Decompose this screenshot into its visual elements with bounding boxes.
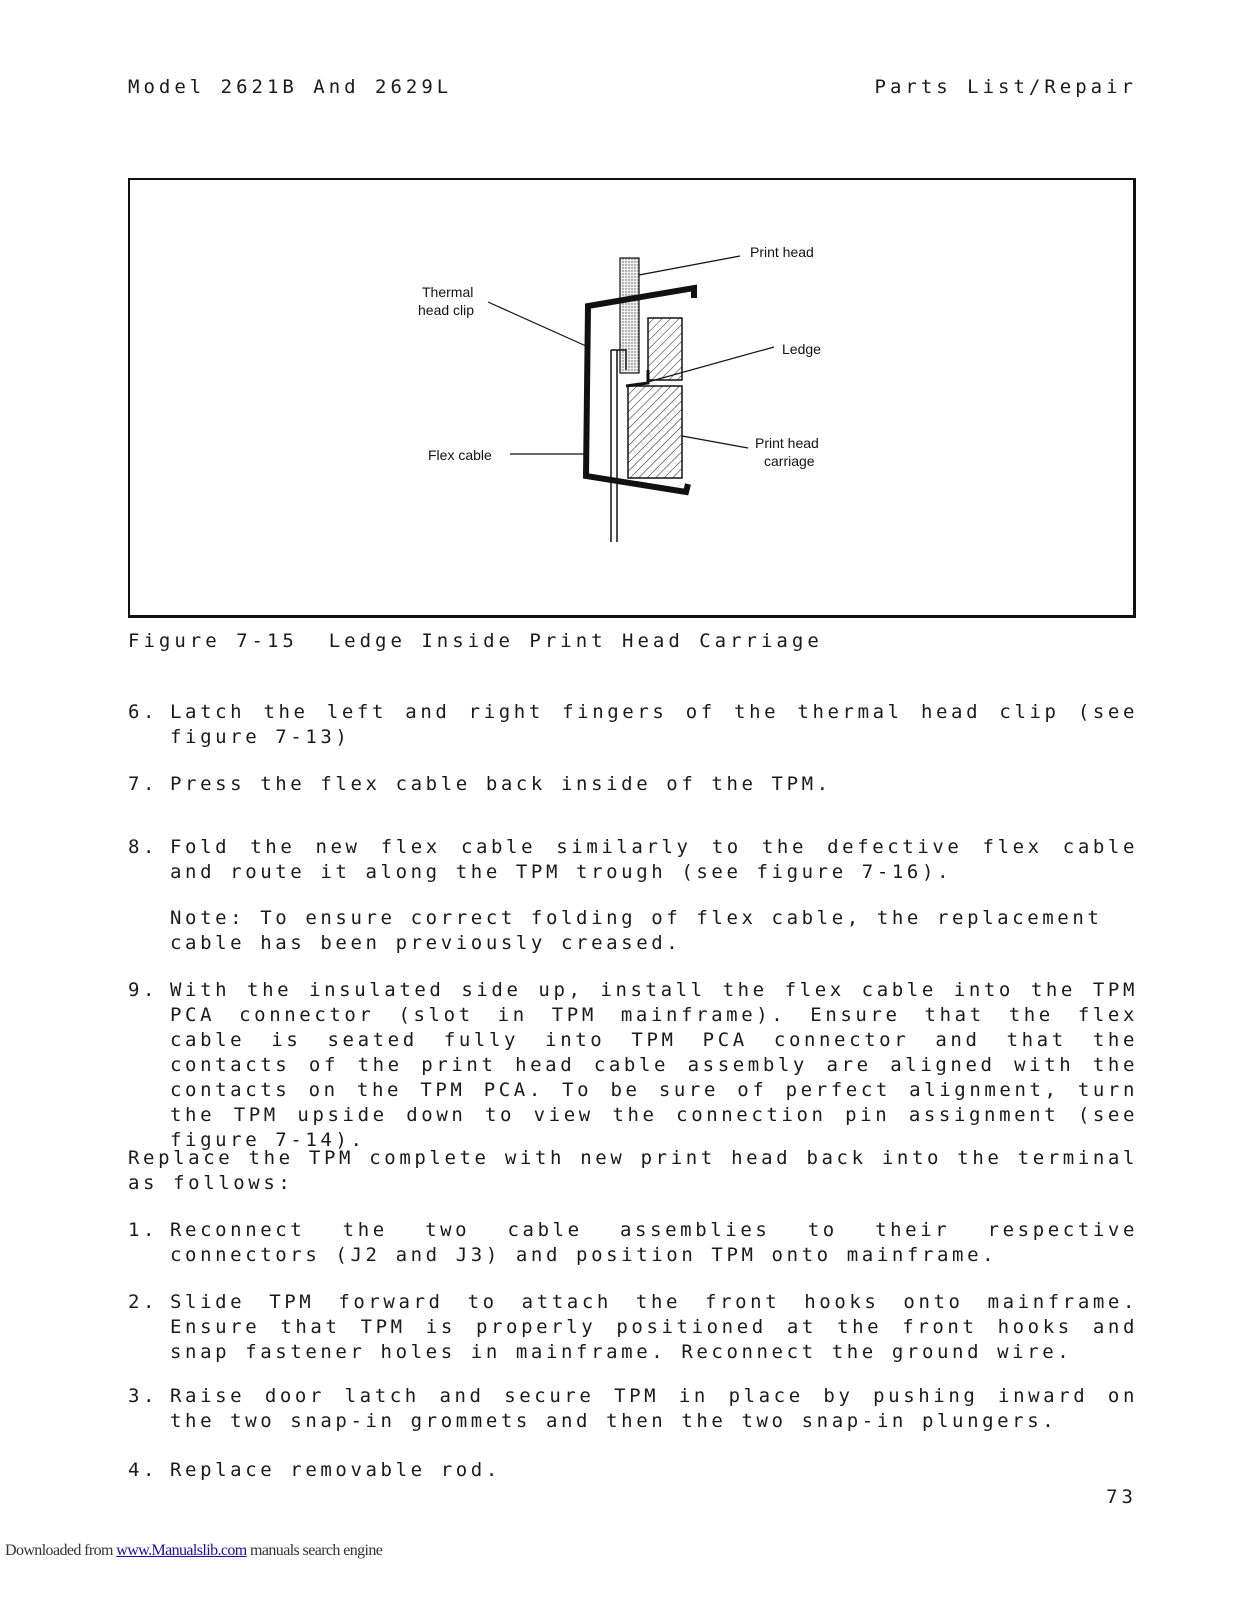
figure-caption: Figure 7-15 Ledge Inside Print Head Carriage [128, 630, 823, 652]
carriage-lower [628, 386, 682, 478]
leader-thermal-clip [488, 302, 586, 346]
leader-carriage [682, 436, 748, 448]
intro-paragraph: Replace the TPM complete with new print head back into the terminal as follows: [128, 1147, 1138, 1194]
step-text: Raise door latch and secure TPM in place by pushing inward on the two snap-in grommets and then the two snap-in plungers. [170, 1385, 1138, 1432]
step-b1 [128, 1218, 1138, 1268]
header-model: Model 2621B And 2629L [128, 76, 453, 98]
step-number: 4. [128, 1459, 159, 1481]
step-text: Reconnect the two cable assemblies to their respective connectors (J2 and J3) and position TPM onto mainframe. [170, 1219, 1138, 1266]
manualslib-link[interactable]: www.Manualslib.com [116, 1542, 247, 1559]
step-b2 [128, 1290, 1138, 1365]
print-head [620, 258, 639, 373]
figure-7-15 [128, 178, 1136, 618]
step-text: With the insulated side up, install the flex cable into the TPM PCA connector (slot in TPM mainframe). Ensure that the flex cable is seated fully into TPM PCA connector and that the contacts of the print head cable assembly are aligned with the contacts on the TPM PCA. To be sure of perfect alignment, turn the TPM upside down to view the connection pin assignment (see figure 7-14). [170, 979, 1138, 1151]
ledge-diagram [130, 180, 1136, 616]
header-section: Parts List/Repair [874, 76, 1137, 98]
label-flex-cable: Flex cable [428, 447, 492, 463]
step-number: 7. [128, 773, 159, 795]
footer-suffix: manuals search engine [246, 1542, 383, 1559]
step-7 [128, 772, 1138, 797]
step-9 [128, 978, 1138, 1153]
label-carriage-2: carriage [764, 453, 815, 469]
footer-prefix: Downloaded from [5, 1542, 117, 1559]
step-b3 [128, 1384, 1138, 1434]
step-number: 2. [128, 1291, 159, 1313]
label-thermal-clip-1: Thermal [422, 284, 474, 300]
step-number: 9. [128, 979, 159, 1001]
step-number: 3. [128, 1385, 159, 1407]
download-footer [5, 1542, 382, 1560]
note-text: Note: To ensure correct folding of flex cable, the replacement cable has been previously creased. [170, 907, 1103, 954]
leader-print-head [639, 256, 740, 275]
step-text: Slide TPM forward to attach the front hooks onto mainframe. Ensure that TPM is properly positioned at the front hooks and snap fastener holes in mainframe. Reconnect the ground wire. [170, 1291, 1138, 1363]
label-thermal-clip-2: head clip [418, 302, 475, 318]
step-number: 8. [128, 836, 159, 858]
label-print-head: Print head [750, 244, 814, 260]
step-b4 [128, 1458, 1138, 1483]
page-number: 73 [1106, 1486, 1137, 1508]
label-ledge: Ledge [782, 341, 821, 357]
step-text: Replace removable rod. [170, 1459, 501, 1481]
carriage-upper [648, 318, 682, 380]
step-number: 6. [128, 701, 159, 723]
step-text: Press the flex cable back inside of the TPM. [170, 773, 832, 795]
step-8 [128, 835, 1138, 885]
label-carriage-1: Print head [755, 435, 819, 451]
step-text: Fold the new flex cable similarly to the defective flex cable and route it along the TPM trough (see figure 7-16). [170, 836, 1138, 883]
step-6 [128, 700, 1138, 750]
step-text: Latch the left and right fingers of the thermal head clip (see figure 7-13) [170, 701, 1138, 748]
step-number: 1. [128, 1219, 159, 1241]
